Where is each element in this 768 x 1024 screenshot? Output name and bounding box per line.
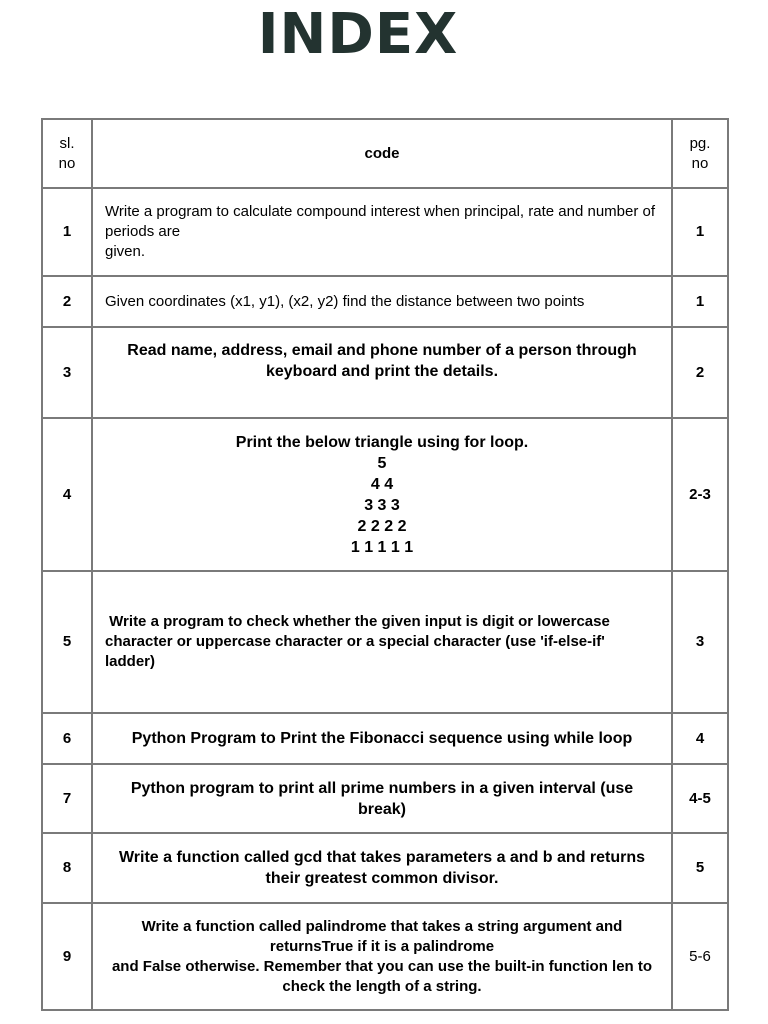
row-page: 2-3: [672, 418, 728, 571]
header-pg-no: [672, 119, 728, 188]
row-description: [92, 833, 672, 903]
row-number: 2: [42, 276, 92, 327]
row-description: [92, 327, 672, 418]
row-description: [92, 418, 672, 571]
description-line: Python Program to Print the Fibonacci sequence using while loop: [131, 730, 633, 747]
table-row: [42, 764, 728, 833]
row-page: 4-5: [672, 764, 728, 833]
table-row: [42, 418, 728, 571]
row-description: [92, 571, 672, 713]
triangle-line: 1 1 1 1 1: [350, 538, 414, 556]
row-page: 1: [672, 188, 728, 276]
description-line: and False otherwise. Remember that you can use the built-in function len to check the length of a string.: [111, 957, 653, 995]
description-line: Write a program to calculate compound interest when principal, rate and number of periods are: [105, 203, 656, 240]
row-number: 1: [42, 188, 92, 276]
header-sl-no: [42, 119, 92, 188]
row-description: [92, 276, 672, 327]
triangle-line: 2 2 2 2: [357, 517, 407, 535]
description-line: Read name, address, email and phone number of a person through keyboard and print the details.: [127, 342, 637, 380]
description-line: Write a program to check whether the given input is digit or lowercase character or uppercase character or a special character (use 'if-else-if' ladder): [105, 613, 615, 670]
triangle-line: 5: [377, 454, 387, 472]
row-page: 5: [672, 833, 728, 903]
table-row: [42, 276, 728, 327]
row-number: 9: [42, 903, 92, 1010]
row-page: 3: [672, 571, 728, 713]
table-row: [42, 327, 728, 418]
row-number: 5: [42, 571, 92, 713]
row-description: [92, 713, 672, 764]
table-row: [42, 833, 728, 903]
table-row: [42, 571, 728, 713]
page-title: INDEX: [257, 2, 459, 67]
row-number: 8: [42, 833, 92, 903]
description-line: Print the below triangle using for loop.: [235, 433, 529, 451]
row-page: 1: [672, 276, 728, 327]
table-row: [42, 188, 728, 276]
row-description: [92, 188, 672, 276]
row-number: 4: [42, 418, 92, 571]
row-page: 2: [672, 327, 728, 418]
header-code: code: [92, 119, 672, 188]
row-page: 5-6: [672, 903, 728, 1010]
triangle-line: 3 3 3: [364, 496, 400, 514]
description-line: given.: [105, 243, 146, 260]
header-sl-line: no: [58, 154, 76, 172]
row-description: [92, 764, 672, 833]
row-number: 7: [42, 764, 92, 833]
row-number: 3: [42, 327, 92, 418]
header-pg-line: no: [691, 154, 709, 172]
description-line: Given coordinates (x1, y1), (x2, y2) find the distance between two points: [105, 292, 585, 310]
triangle-line: 4 4: [370, 475, 394, 493]
description-line: Write a function called gcd that takes parameters a and b and returns their greatest common divisor.: [118, 849, 646, 887]
table-header-row: [42, 119, 728, 188]
table-row: [42, 713, 728, 764]
index-table: [41, 118, 729, 1011]
header-pg-line: pg.: [689, 134, 711, 152]
row-page: 4: [672, 713, 728, 764]
description-line: Python program to print all prime numbers in a given interval (use break): [130, 779, 634, 818]
header-sl-line: sl.: [59, 134, 75, 152]
table-row: [42, 903, 728, 1010]
row-description: [92, 903, 672, 1010]
description-line: Write a function called palindrome that takes a string argument and returnsTrue if it is a palindrome: [141, 917, 623, 955]
row-number: 6: [42, 713, 92, 764]
